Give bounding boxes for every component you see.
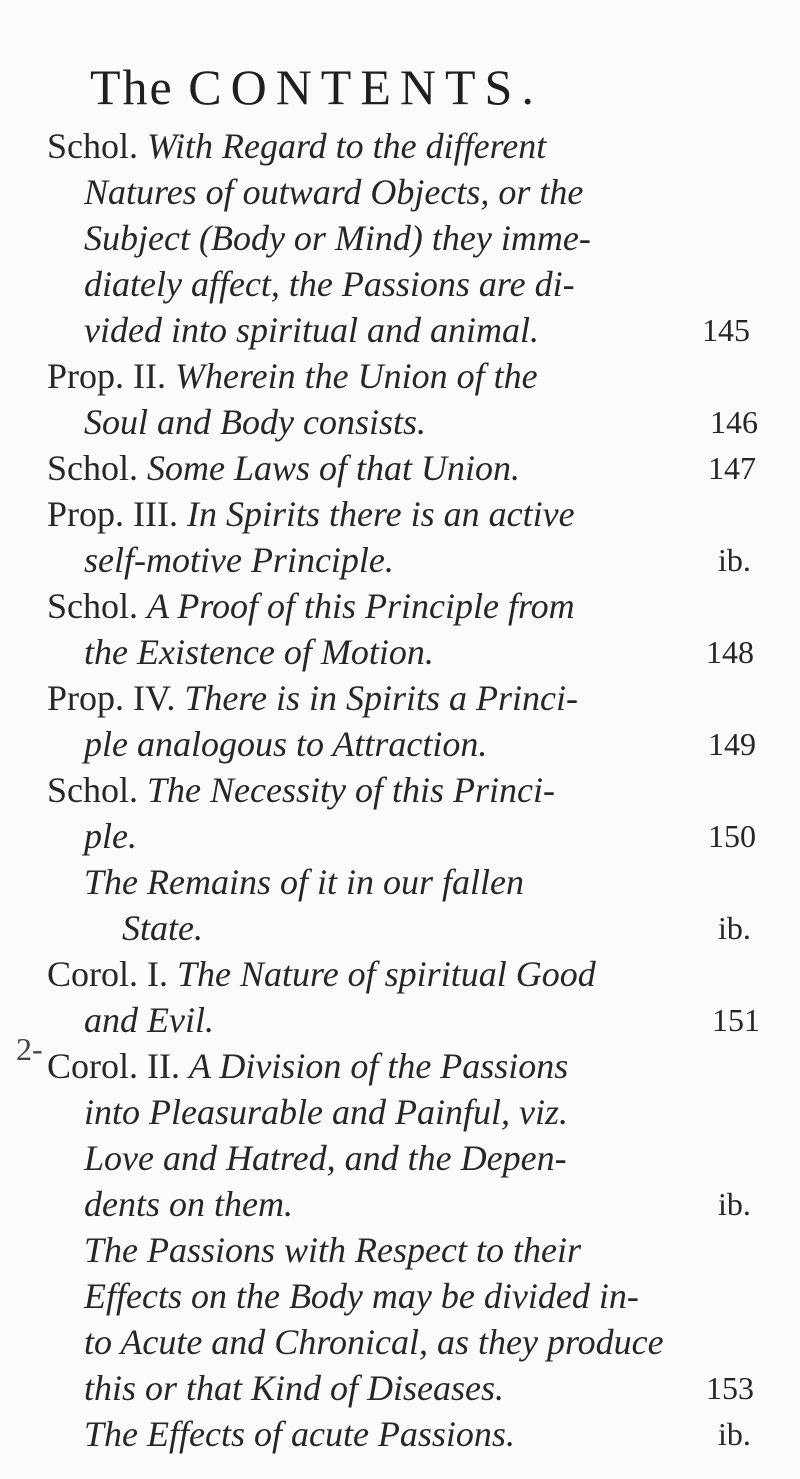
contents-line: The Remains of it in our fallen (84, 862, 524, 902)
contents-line (47, 950, 596, 998)
entry-text: A Proof of this Principle from (147, 586, 575, 626)
page-number: ib. (718, 910, 751, 946)
contents-line: self-motive Principle. (84, 540, 394, 580)
entry-lead: Corol. I. (47, 954, 177, 994)
entry-lead: Schol. (47, 770, 148, 810)
page-number: ib. (718, 1416, 751, 1452)
contents-line (47, 444, 520, 492)
entry-text: In Spirits there is an active (186, 494, 575, 534)
contents-line: ple analogous to Attraction. (84, 724, 488, 764)
contents-line: dents on them. (84, 1184, 293, 1224)
contents-line (47, 674, 578, 722)
page-number: 150 (708, 818, 756, 854)
page-number: 151 (712, 1002, 760, 1038)
contents-line: The Passions with Respect to their (84, 1230, 581, 1270)
entry-lead: Prop. IV. (47, 678, 185, 718)
entry-lead: Prop. II. (47, 356, 175, 396)
contents-line: Subject (Body or Mind) they imme- (84, 218, 591, 258)
entry-lead: Schol. (47, 586, 148, 626)
contents-line: Natures of outward Objects, or the (84, 172, 584, 212)
entry-lead: Schol. (47, 448, 148, 488)
contents-line: to Acute and Chronical, as they produce (84, 1322, 664, 1362)
contents-line: The Effects of acute Passions. (84, 1414, 515, 1454)
header-title: CONTENTS. (188, 59, 543, 115)
entry-lead: Schol. (47, 126, 148, 166)
page-number: 149 (708, 726, 756, 762)
page-number: 147 (708, 450, 756, 486)
page-header (90, 58, 543, 116)
page-number: 146 (710, 404, 758, 440)
contents-line (47, 582, 575, 630)
contents-line (47, 766, 555, 814)
contents-line: this or that Kind of Diseases. (84, 1368, 505, 1408)
contents-line: into Pleasurable and Painful, viz. (84, 1092, 568, 1132)
entry-text: The Necessity of this Princi- (147, 770, 555, 810)
entry-text: A Division of the Passions (188, 1046, 569, 1086)
contents-line: Effects on the Body may be divided in- (84, 1276, 639, 1316)
contents-line (47, 1042, 568, 1090)
page-number: 145 (702, 312, 750, 348)
header-prefix: The (90, 59, 189, 115)
contents-line: and Evil. (84, 1000, 214, 1040)
entry-lead: Prop. III. (47, 494, 187, 534)
page-number: 153 (706, 1370, 754, 1406)
contents-line: Soul and Body consists. (84, 402, 426, 442)
contents-line: ple. (84, 816, 137, 856)
page-number: ib. (718, 542, 751, 578)
entry-text: With Regard to the different (147, 126, 547, 166)
contents-line: the Existence of Motion. (84, 632, 434, 672)
contents-line: vided into spiritual and animal. (84, 310, 539, 350)
contents-line: State. (122, 908, 203, 948)
entry-text: The Nature of spiritual Good (177, 954, 596, 994)
contents-line: Love and Hatred, and the Depen- (84, 1138, 567, 1178)
contents-line: diately affect, the Passions are di- (84, 264, 575, 304)
margin-mark: 2- (16, 1031, 43, 1067)
page-number: ib. (718, 1186, 751, 1222)
contents-line (47, 122, 546, 170)
contents-line (47, 352, 538, 400)
entry-text: Some Laws of that Union. (147, 448, 521, 488)
page-number: 148 (706, 634, 754, 670)
entry-text: Wherein the Union of the (175, 356, 538, 396)
entry-lead: Corol. II. (47, 1046, 189, 1086)
entry-text: There is in Spirits a Princi- (184, 678, 579, 718)
contents-line (47, 490, 575, 538)
